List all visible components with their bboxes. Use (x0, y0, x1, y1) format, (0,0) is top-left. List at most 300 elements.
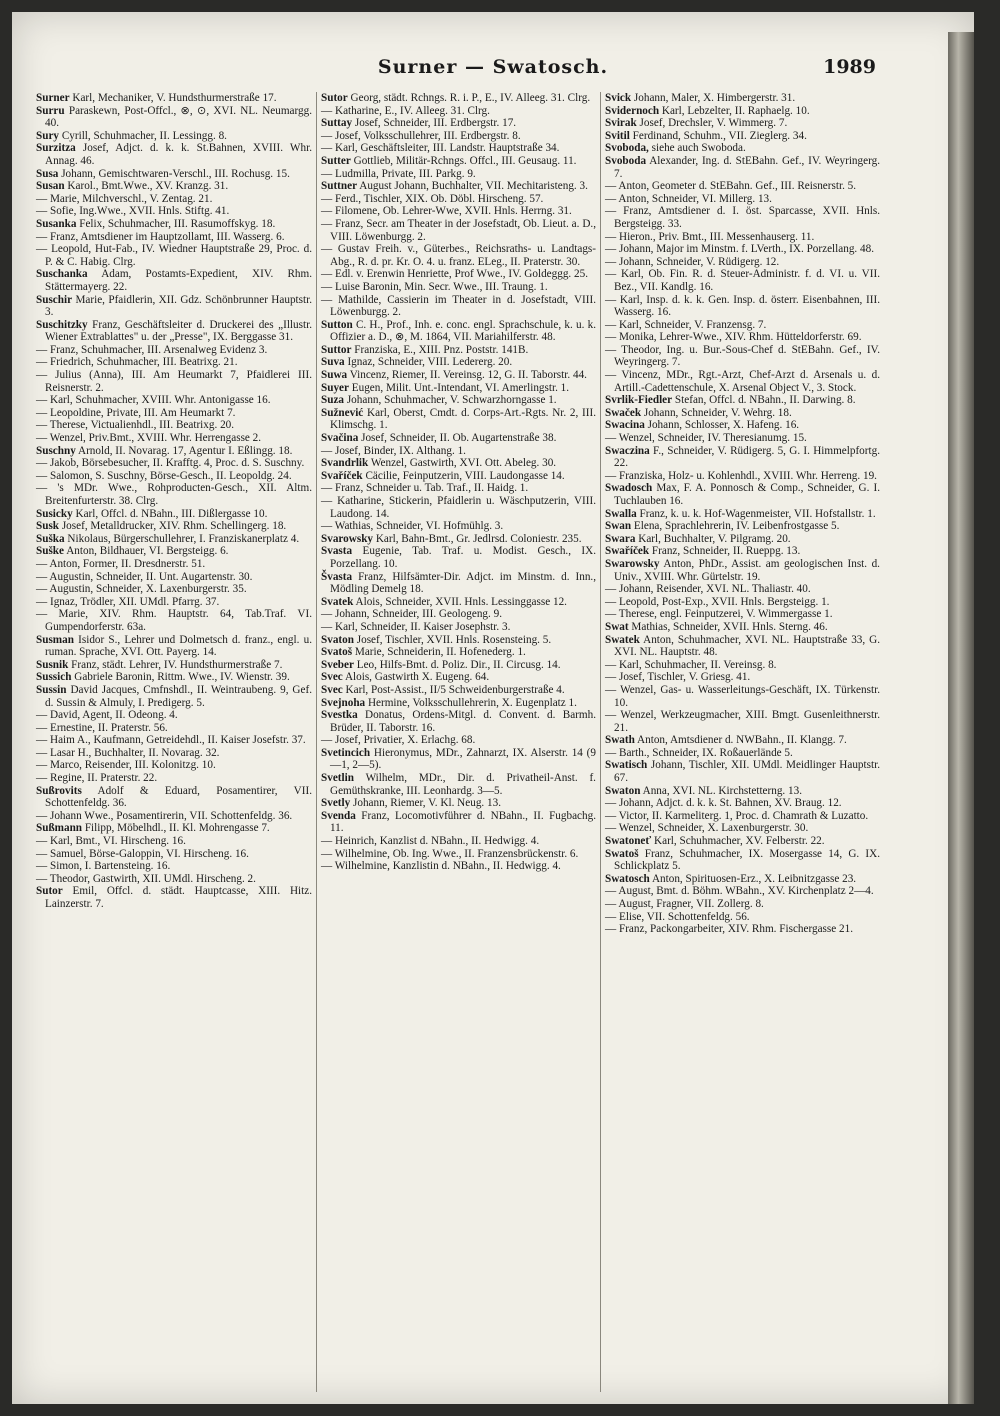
entry-text: — Katharine, Stickerin, Pfaidlerin u. Wäschputzerin, VIII. Laudong. 14. (321, 495, 596, 520)
entry-text: — August, Fragner, VII. Zollerg. 8. (605, 898, 764, 910)
directory-entry (321, 205, 596, 218)
entry-text: Anton, Schuhmacher, XVI. NL. Hauptstraße 33, G. XVI. NL. Hauptstr. 48. (614, 633, 880, 659)
directory-entry (36, 583, 312, 596)
directory-entry (605, 470, 880, 483)
entry-surname: Swatosch (605, 872, 650, 885)
directory-entry (36, 671, 312, 684)
entry-text: Josef, Drechsler, V. Wimmerg. 7. (639, 117, 788, 130)
directory-entry (36, 772, 312, 785)
running-head: Surner — Swatosch. (377, 56, 609, 78)
entry-text: — August, Bmt. d. Böhm. WBahn., XV. Kirchenplatz 2—4. (605, 885, 874, 898)
directory-entry (36, 608, 312, 633)
directory-entry (321, 709, 596, 734)
directory-entry (36, 558, 312, 571)
directory-entry (36, 457, 312, 470)
entry-text: Franz, Hilfsämter-Dir. Adjct. im Minstm. d. Inn., Mödling Demelg 18. (330, 570, 597, 596)
directory-entry (36, 482, 312, 507)
entry-text: Felix, Schuhmacher, III. Rasumoffskyg. 18. (79, 217, 276, 230)
directory-entry (36, 92, 312, 105)
entry-text: Josef, Adjct. d. k. k. St.Bahnen, XVIII. Whr. Annag. 46. (45, 142, 312, 167)
entry-surname: Svetly (321, 797, 351, 810)
directory-entry (605, 709, 880, 734)
directory-entry (321, 319, 596, 344)
entry-text: Karl, Oberst, Cmdt. d. Corps-Art.-Rgts. Nr. 2, III. Klimschg. 1. (330, 406, 597, 432)
entry-text: Emil, Offcl. d. städt. Hauptcasse, XIII. Hitz. Lainzerstr. 7. (45, 885, 312, 910)
directory-entry (321, 407, 596, 432)
directory-entry (321, 646, 596, 659)
entry-text: — Leopold, Hut-Fab., IV. Wiedner Hauptstraße 29, Proc. d. P. & C. Habig. Clrg. (36, 243, 312, 268)
directory-entry (321, 432, 596, 445)
directory-entry (321, 608, 596, 621)
directory-entry (36, 835, 312, 848)
directory-entry (36, 180, 312, 193)
directory-entry (605, 394, 880, 407)
entry-surname: Svandrlik (321, 457, 369, 470)
entry-text: — Anton, Geometer d. StEBahn. Gef., III. Reisnerstr. 5. (605, 180, 857, 193)
entry-text: — Marie, Milchverschl., V. Zentag. 21. (36, 192, 213, 205)
entry-text: Johann, Schneider, V. Wehrg. 18. (643, 406, 792, 419)
entry-text: Franz, Locomotivführer d. NBahn., II. Fugbachg. 11. (330, 809, 596, 835)
entry-text: Anton, Bildhauer, VI. Bergsteigg. 6. (66, 545, 229, 558)
entry-text: — Franz, Secr. am Theater in der Josefstadt, Ob. Lieut. a. D., VIII. Löwenburgg. 2. (321, 217, 596, 243)
directory-entry (321, 92, 596, 105)
entry-surname: Svaříček (321, 469, 363, 482)
directory-entry (605, 482, 880, 507)
directory-entry (321, 369, 596, 382)
entry-surname: Swatisch (605, 759, 648, 772)
directory-entry (36, 822, 312, 835)
entry-text: Gabriele Baronin, Rittm. Wwe., IV. Wienstr. 39. (74, 671, 290, 684)
entry-surname: Svirak (605, 117, 637, 130)
directory-entry (605, 155, 880, 180)
entry-text: — Jakob, Börsebesucher, II. Krafftg. 4, Proc. d. S. Suschny. (36, 457, 305, 470)
directory-entry (321, 105, 596, 118)
entry-text: Anton, Spirituosen-Erz., X. Leibnitzgasse 23. (651, 872, 857, 885)
directory-entry (36, 545, 312, 558)
directory-entry (36, 520, 312, 533)
directory-entry (321, 860, 596, 873)
directory-entry (605, 344, 880, 369)
entry-surname: Sutton (321, 318, 353, 331)
entry-surname: Sutor (36, 885, 63, 898)
directory-entry (605, 898, 880, 911)
directory-entry (36, 268, 312, 293)
entry-text: — Franz, Amtsdiener im Hauptzollamt, III. Wasserg. 6. (36, 230, 285, 243)
entry-surname: Surzitza (36, 142, 76, 155)
entry-text: Karl, Buchhalter, V. Pilgramg. 20. (638, 532, 791, 545)
entry-surname: Suza (321, 394, 345, 407)
entry-surname: Susa (36, 167, 59, 180)
directory-entry (605, 243, 880, 256)
directory-entry (321, 470, 596, 483)
entry-text: Karl, Offcl. d. NBahn., III. Dißlergasse 10. (75, 507, 268, 520)
entry-text: Max, F. A. Ponnosch & Comp., Schneider, G. I. Tuchlauben 16. (614, 482, 880, 507)
entry-text: — Ferd., Tischler, XIX. Ob. Döbl. Hirscheng. 57. (321, 192, 544, 205)
directory-entry (36, 810, 312, 823)
entry-text: — Hieron., Priv. Bmt., III. Messenhauserg. 11. (605, 230, 815, 243)
column-2 (316, 92, 600, 1392)
entry-text: — Karl, Schuhmacher, XVIII. Whr. Antonigasse 16. (36, 394, 271, 407)
directory-entry (321, 382, 596, 395)
directory-entry (36, 319, 312, 344)
entry-text: — Barth., Schneider, IX. Roßauerlände 5. (605, 746, 793, 759)
entry-surname: Svidernoch (605, 104, 660, 117)
entry-text: Eugenie, Tab. Traf. u. Modist. Gesch., IX. Porzellang. 10. (330, 545, 597, 570)
directory-entry (36, 432, 312, 445)
entry-surname: Svačina (321, 432, 359, 445)
entry-surname: Swadosch (605, 482, 653, 495)
entry-surname: Svetlin (321, 772, 354, 785)
entry-text: — Johann, Reisender, XVI. NL. Thaliastr. 40. (605, 583, 811, 596)
entry-text: — Karl, Schneider, II. Kaiser Josephstr. 3. (321, 620, 511, 633)
directory-entry (605, 130, 880, 143)
directory-entry (321, 218, 596, 243)
directory-entry (321, 684, 596, 697)
entry-surname: Sveber (321, 658, 354, 671)
directory-entry (321, 155, 596, 168)
entry-surname: Svejnoha (321, 696, 366, 709)
directory-entry (36, 470, 312, 483)
entry-text: — Lasar H., Buchhalter, II. Novarag. 32. (36, 746, 220, 759)
entry-surname: Susk (36, 520, 60, 533)
directory-entry (605, 419, 880, 432)
directory-entry (605, 445, 880, 470)
entry-text: Franz, Schneider, II. Rueppg. 13. (651, 545, 801, 558)
directory-entry (605, 432, 880, 445)
entry-surname: Suške (36, 545, 64, 558)
directory-entry (36, 205, 312, 218)
entry-text: Johann, Tischler, XII. UMdl. Meidlinger Hauptstr. 67. (614, 759, 880, 785)
directory-entry (321, 142, 596, 155)
entry-text: — Marie, XIV. Rhm. Hauptstr. 64, Tab.Traf. VI. Gumpendorferstr. 63a. (36, 608, 312, 633)
entry-text: — Regine, II. Praterstr. 22. (36, 772, 158, 785)
directory-entry (605, 747, 880, 760)
entry-text: — Luise Baronin, Min. Secr. Wwe., III. Traung. 1. (321, 280, 548, 293)
entry-surname: Susnik (36, 658, 69, 671)
entry-surname: Suttor (321, 343, 352, 356)
entry-text: — Ignaz, Trödler, XII. UMdl. Pfarrg. 37. (36, 595, 220, 608)
directory-entry (321, 533, 596, 546)
directory-entry (321, 168, 596, 181)
entry-text: Eugen, Milit. Unt.-Intendant, VI. Amerlingstr. 1. (351, 381, 570, 394)
directory-entry (36, 130, 312, 143)
entry-text: Ferdinand, Schuhm., VII. Zieglerg. 34. (632, 129, 807, 142)
directory-entry (605, 634, 880, 659)
directory-entry (605, 319, 880, 332)
directory-entry (36, 659, 312, 672)
directory-entry (605, 180, 880, 193)
entry-surname: Suschir (36, 293, 73, 306)
columns (32, 92, 884, 1392)
entry-text: — Karl, Insp. d. k. k. Gen. Insp. d. österr. Eisenbahnen, III. Wasserg. 16. (605, 293, 880, 319)
entry-surname: Swatoš (605, 847, 639, 860)
entry-text: — Elise, VII. Schottenfeldg. 56. (605, 910, 750, 923)
entry-text: — David, Agent, II. Odeong. 4. (36, 709, 178, 722)
entry-surname: Suschitzky (36, 318, 88, 331)
entry-text: — Salomon, S. Suschny, Börse-Gesch., II. Leopoldg. 24. (36, 469, 292, 482)
entry-text: Arnold, II. Novarag. 17, Agentur I. Eßlingg. 18. (78, 444, 293, 457)
directory-entry (36, 344, 312, 357)
entry-text: Adam, Postamts-Expedient, XIV. Rhm. Stättermayerg. 22. (45, 268, 312, 293)
directory-entry (321, 193, 596, 206)
entry-text: Georg, städt. Rchngs. R. i. P., E., IV. Alleeg. 31. Clrg. (350, 92, 591, 104)
directory-entry (605, 407, 880, 420)
directory-entry (605, 835, 880, 848)
directory-entry (36, 142, 312, 167)
directory-entry (605, 797, 880, 810)
entry-surname: Sussich (36, 671, 72, 684)
entry-surname: Svick (605, 92, 632, 104)
directory-entry (605, 533, 880, 546)
directory-entry (605, 810, 880, 823)
entry-surname: Sužnević (321, 406, 364, 419)
directory-entry (321, 356, 596, 369)
entry-text: — Augustin, Schneider, X. Laxenburgerstr. 35. (36, 583, 247, 596)
entry-text: — Simon, I. Bartensteing. 16. (36, 860, 171, 873)
directory-entry (36, 885, 312, 910)
entry-text: — Filomene, Ob. Lehrer-Wwe, XVII. Hnls. Herrng. 31. (321, 205, 572, 218)
directory-entry (321, 445, 596, 458)
entry-text: Marie, Pfaidlerin, XII. Gdz. Schönbrunner Hauptstr. 3. (45, 293, 313, 319)
entry-surname: Swacina (605, 419, 645, 432)
entry-text: — Augustin, Schneider, II. Unt. Augartenstr. 30. (36, 570, 253, 583)
directory-entry (605, 369, 880, 394)
directory-entry (321, 671, 596, 684)
directory-entry (605, 117, 880, 130)
entry-text: — Leopoldine, Private, III. Am Heumarkt 7. (36, 406, 236, 419)
directory-entry (36, 759, 312, 772)
directory-entry (36, 294, 312, 319)
entry-surname: Svestka (321, 709, 358, 722)
entry-text: — Friedrich, Schuhmacher, III. Beatrixg. 21. (36, 356, 238, 369)
directory-entry (36, 356, 312, 369)
entry-surname: Suwa (321, 369, 348, 382)
directory-entry (605, 684, 880, 709)
directory-entry (605, 785, 880, 798)
directory-entry (321, 810, 596, 835)
entry-text: — Franz, Packongarbeiter, XIV. Rhm. Fischergasse 21. (605, 923, 854, 936)
entry-surname: Suva (321, 356, 345, 369)
entry-text: — Anton, Former, II. Dresdnerstr. 51. (36, 557, 206, 570)
entry-surname: Suschanka (36, 268, 88, 281)
entry-surname: Swaczina (605, 444, 650, 457)
entry-text: Franz, städt. Lehrer, IV. Hundsthurmerstraße 7. (71, 658, 283, 671)
entry-text: Franz, Geschäftsleiter d. Druckerei des „Illustr. Wiener Extrablattes" u. der „Presse", IX. Berggasse 31. (45, 318, 313, 344)
directory-entry (605, 256, 880, 269)
entry-surname: Swatoneť (605, 835, 652, 848)
directory-entry (36, 734, 312, 747)
entry-text: — Marco, Reisender, III. Kolonitzg. 10. (36, 759, 216, 772)
entry-text: — Karl, Bmt., VI. Hirscheng. 16. (36, 835, 186, 848)
directory-entry (321, 281, 596, 294)
directory-entry (605, 268, 880, 293)
entry-text: Josef, Tischler, XVII. Hnls. Rosensteing. 5. (356, 633, 552, 646)
directory-entry (36, 860, 312, 873)
entry-text: — Sofie, Ing.Wwe., XVII. Hnls. Stiftg. 41. (36, 205, 230, 218)
entry-surname: Swat (605, 620, 629, 633)
directory-entry (321, 243, 596, 268)
entry-text: — Johann, Schneider, III. Geologeng. 9. (321, 608, 502, 621)
entry-text: Franz, Schuhmacher, IX. Mosergasse 14, G. IX. Schlickplatz 5. (614, 847, 881, 873)
directory-entry (36, 634, 312, 659)
entry-text: Marie, Schneiderin, II. Hofenederg. 1. (354, 646, 526, 659)
entry-surname: Svec (321, 683, 343, 696)
entry-text: — Theodor, Gastwirth, XII. UMdl. Hirscheng. 2. (36, 872, 256, 885)
entry-text: Isidor S., Lehrer und Dolmetsch d. franz., engl. u. ruman. Sprache, XVI. Ott. Payerg. 14. (45, 633, 312, 659)
directory-entry (321, 394, 596, 407)
entry-text: — Wenzel, Werkzeugmacher, XIII. Bmgt. Gusenleithnerstr. 21. (605, 709, 880, 734)
entry-text: Hieronymus, MDr., Zahnarzt, IX. Alserstr. 14 (9—1, 2—5). (330, 746, 596, 772)
column-3 (600, 92, 884, 1392)
directory-entry (321, 482, 596, 495)
directory-entry (321, 117, 596, 130)
entry-text: Paraskewn, Post-Offcl., ⊗, ⊙, XVI. NL. Neumargg. 40. (45, 104, 313, 130)
entry-text: Leo, Hilfs-Bmt. d. Poliz. Dir., II. Circusg. 14. (356, 658, 561, 671)
entry-text: Johann, Schlosser, X. Hafeng. 16. (647, 419, 800, 432)
entry-surname: Swalla (605, 507, 637, 520)
directory-entry (36, 407, 312, 420)
entry-text: — Therese, engl. Feinputzerei, V. Wimmergasse 1. (605, 608, 833, 621)
page-number: 1989 (823, 56, 876, 78)
entry-text: Karl, Lebzelter, II. Raphaelg. 10. (661, 104, 810, 117)
entry-text: — Anton, Schneider, VI. Millerg. 13. (605, 192, 772, 205)
entry-surname: Svasta (321, 545, 353, 558)
entry-text: Alois, Schneider, XVII. Hnls. Lessinggasse 12. (355, 595, 567, 608)
entry-text: Josef, Schneider, III. Erdbergstr. 17. (354, 117, 517, 130)
entry-text: — Therese, Victualienhdl., III. Beatrixg. 20. (36, 419, 235, 432)
entry-surname: Swath (605, 734, 635, 747)
entry-text: Cyrill, Schuhmacher, II. Lessingg. 8. (61, 129, 227, 142)
directory-entry (321, 344, 596, 357)
entry-text: Alexander, Ing. d. StEBahn. Gef., IV. Weyringerg. 7. (614, 154, 880, 180)
entry-text: — Josef, Tischler, V. Griesg. 41. (605, 671, 751, 684)
entry-text: Mathias, Schneider, XVII. Hnls. Sterng. 46. (631, 620, 828, 633)
directory-entry (605, 822, 880, 835)
directory-entry (321, 747, 596, 772)
entry-text: Anna, XVI. NL. Kirchstetterng. 13. (642, 784, 803, 797)
directory-entry (321, 495, 596, 520)
entry-text: — Monika, Lehrer-Wwe., XIV. Rhm. Hütteldorferstr. 69. (605, 331, 862, 344)
directory-entry (605, 105, 880, 118)
entry-surname: Sussin (36, 683, 67, 696)
entry-surname: Suschny (36, 444, 76, 457)
directory-entry (605, 205, 880, 230)
entry-surname: Svec (321, 671, 343, 684)
entry-text: Anton, Amtsdiener d. NWBahn., II. Klangg. 7. (637, 734, 847, 747)
entry-text: — Franz, Schuhmacher, III. Arsenalweg Evidenz 3. (36, 343, 268, 356)
entry-text: — Katharine, E., IV. Alleeg. 31. Clrg. (321, 104, 490, 117)
entry-surname: Suttner (321, 180, 358, 193)
entry-text: — Josef, Volksschullehrer, III. Erdbergstr. 8. (321, 129, 521, 142)
entry-text: — Karl, Geschäftsleiter, III. Landstr. Hauptstraße 34. (321, 142, 560, 155)
entry-text: Karl, Schuhmacher, XV. Felberstr. 22. (654, 835, 825, 848)
directory-entry (605, 911, 880, 924)
entry-text: — Samuel, Börse-Galoppin, VI. Hirscheng. 16. (36, 847, 249, 860)
directory-entry (605, 142, 880, 155)
directory-entry (321, 734, 596, 747)
entry-text: Josef, Metalldrucker, XIV. Rhm. Schellingerg. 18. (61, 520, 287, 533)
directory-entry (321, 848, 596, 861)
entry-surname: Surner (36, 92, 70, 104)
entry-text: Wilhelm, MDr., Dir. d. Privatheil-Anst. f. Gemüthskranke, III. Leonhardg. 3—5. (330, 772, 596, 797)
entry-text: — Vincenz, MDr., Rgt.-Arzt, Chef-Arzt d. Arsenals u. d. Artill.-Cadettenschule, X. Arsenal Object V., 3. Stock. (605, 369, 880, 394)
entry-text: — Leopold, Post-Exp., XVII. Hnls. Bergsteigg. 1. (605, 595, 830, 608)
directory-entry (36, 369, 312, 394)
directory-entry (605, 92, 880, 105)
entry-text: — Karl, Schneider, V. Franzensg. 7. (605, 318, 767, 331)
directory-entry (321, 180, 596, 193)
directory-entry (605, 193, 880, 206)
directory-entry (36, 684, 312, 709)
directory-entry (605, 520, 880, 533)
entry-text: — Wenzel, Schneider, X. Laxenburgerstr. 30. (605, 822, 809, 835)
entry-text: — Ernestine, II. Praterstr. 56. (36, 721, 168, 734)
directory-entry (36, 596, 312, 609)
entry-text: Anton, PhDr., Assist. am geologischen Inst. d. Univ., XVIII. Whr. Gürtelstr. 19. (614, 557, 880, 583)
directory-entry (36, 105, 312, 130)
directory-entry (36, 193, 312, 206)
entry-text: — Johann, Adjct. d. k. k. St. Bahnen, XV. Braug. 12. (605, 797, 842, 810)
entry-text: David Jacques, Cmfnshdl., II. Weintraubeng. 9, Gef. d. Sussin & Almuly, I. Predigerg. 5. (45, 683, 313, 709)
entry-text: Franziska, E., XIII. Pnz. Poststr. 141B. (354, 343, 529, 356)
directory-entry (605, 231, 880, 244)
directory-entry (321, 596, 596, 609)
directory-entry (605, 848, 880, 873)
directory-entry (36, 168, 312, 181)
entry-text: — Karl, Schuhmacher, II. Vereinsg. 8. (605, 658, 777, 671)
directory-entry (36, 785, 312, 810)
entry-text: — Franz, Amtsdiener d. I. öst. Sparcasse, XVII. Hnls. Bergsteigg. 33. (605, 205, 880, 230)
directory-entry (605, 671, 880, 684)
entry-surname: Swatek (605, 633, 640, 646)
entry-surname: Svaton (321, 633, 354, 646)
directory-entry (36, 747, 312, 760)
entry-surname: Susicky (36, 507, 73, 520)
directory-entry (36, 231, 312, 244)
directory-entry (321, 797, 596, 810)
entry-text: — Ludmilla, Private, III. Parkg. 9. (321, 167, 476, 180)
entry-surname: Susan (36, 180, 65, 193)
directory-entry (321, 659, 596, 672)
entry-text: Franz, k. u. k. Hof-Wagenmeister, VII. Hofstallstr. 1. (639, 507, 876, 520)
page-header (12, 56, 974, 86)
directory-entry (605, 596, 880, 609)
entry-text: — 's MDr. Wwe., Rohproducten-Gesch., XII. Altm. Breitenfurterstr. 38. Clrg. (36, 482, 312, 507)
entry-surname: Svatoš (321, 646, 353, 659)
directory-entry (605, 331, 880, 344)
entry-text: — Josef, Privatier, X. Erlachg. 68. (321, 734, 476, 747)
entry-text: Karl, Bahn-Bmt., Gr. Jedlrsd. Coloniestr. 235. (375, 532, 582, 545)
entry-surname: Svetincich (321, 746, 371, 759)
directory-entry (36, 394, 312, 407)
entry-text: Karl, Mechaniker, V. Hundsthurmerstraße 17. (72, 92, 277, 104)
entry-text: — Johann, Major im Minstm. f. LVerth., IX. Porzellang. 48. (605, 243, 874, 256)
entry-surname: Svarowsky (321, 532, 374, 545)
entry-surname: Svenda (321, 809, 356, 822)
entry-text: C. H., Prof., Inh. e. conc. engl. Sprachschule, k. u. k. Offizier a. D., ⊗, M. 1864, VII. Mariahilferstr. 48. (330, 318, 597, 344)
directory-entry (36, 873, 312, 886)
page-edge (948, 32, 974, 1404)
entry-text: Wenzel, Gastwirth, XVI. Ott. Abeleg. 30. (370, 457, 557, 470)
entry-surname: Svrlik-Fiedler (605, 394, 673, 407)
entry-text: Ignaz, Schneider, VIII. Ledererg. 20. (347, 356, 513, 369)
entry-surname: Suška (36, 532, 65, 545)
directory-entry (605, 734, 880, 747)
entry-text: — Wilhelmine, Kanzlistin d. NBahn., II. Hedwigg. 4. (321, 860, 561, 873)
entry-surname: Swaříček (605, 545, 650, 558)
entry-text: Cäcilie, Feinputzerin, VIII. Laudongasse 14. (365, 469, 565, 482)
entry-text: — Haim A., Kaufmann, Getreidehdl., II. Kaiser Josefstr. 37. (36, 734, 306, 747)
